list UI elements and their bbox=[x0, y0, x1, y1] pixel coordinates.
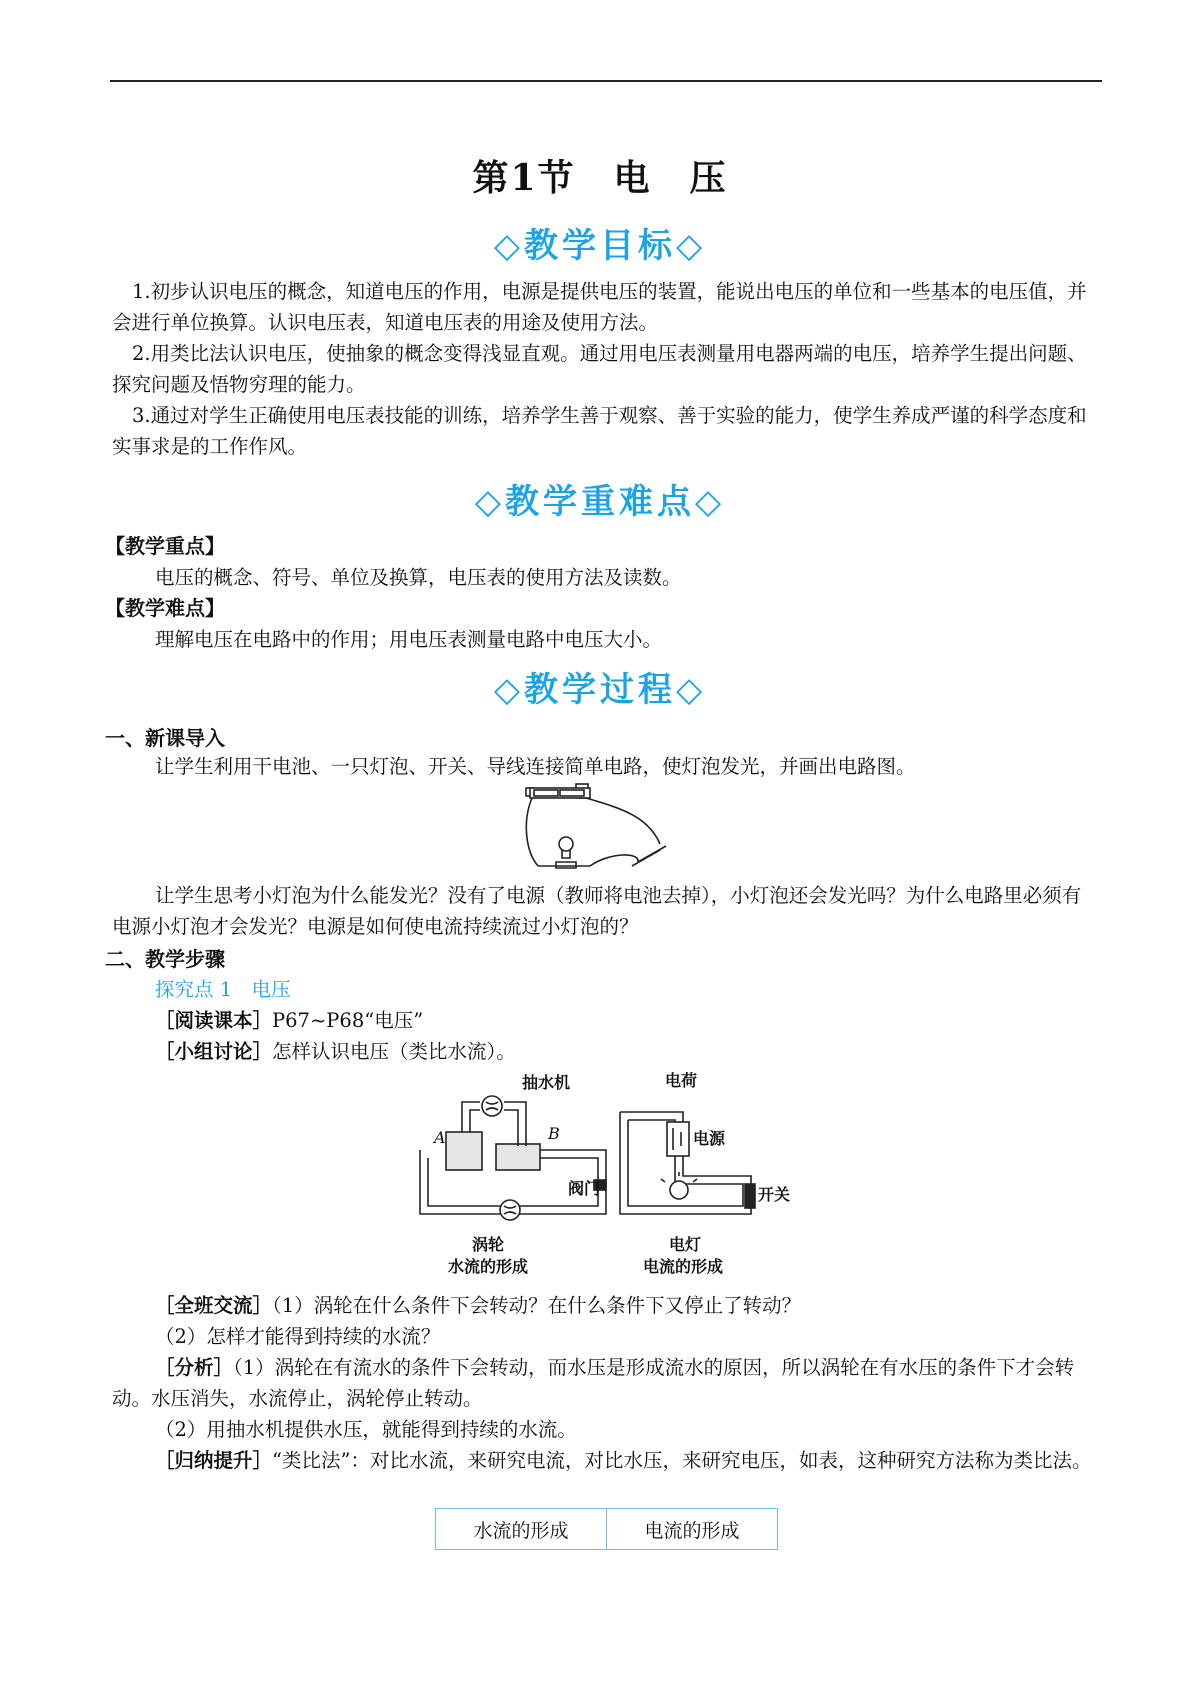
label-turbine: 涡轮 bbox=[472, 1235, 505, 1254]
difficulty-heading: 【教学难点】 bbox=[105, 596, 225, 620]
difficulty-text: 理解电压在电路中的作用；用电压表测量电路中电压大小。 bbox=[155, 628, 663, 651]
intro-paragraph-2: 让学生思考小灯泡为什么能发光？没有了电源（教师将电池去掉），小灯泡还会发光吗？为什么电路里必须有电源小灯泡才会发光？电源是如何使电流持续流过小灯泡的？ bbox=[112, 884, 1082, 938]
intro-paragraph-1: 让学生利用干电池、一只灯泡、开关、导线连接简单电路，使灯泡发光，并画出电路图。 bbox=[155, 755, 916, 778]
analysis-paragraph bbox=[112, 1352, 1098, 1414]
page-title: 第1节 电 压 bbox=[472, 157, 728, 199]
goal-1: 1.初步认识电压的概念，知道电压的作用，电源是提供电压的装置，能说出电压的单位和一些基本的电压值，并会进行单位换算。认识电压表，知道电压表的用途及使用方法。 bbox=[112, 280, 1087, 334]
label-pump: 抽水机 bbox=[522, 1073, 571, 1092]
label-container-a: A bbox=[434, 1128, 446, 1147]
steps-heading: 二、教学步骤 bbox=[105, 947, 225, 971]
group-discussion-line bbox=[155, 1036, 1098, 1067]
class-question-2: （2）怎样才能得到持续的水流？ bbox=[155, 1325, 441, 1348]
read-textbook-tag: ［阅读课本］ bbox=[155, 1009, 273, 1032]
section-heading-process: ◇教学过程◇ bbox=[493, 670, 707, 710]
current-flow-caption: 电流的形成 bbox=[643, 1257, 724, 1276]
current-flow-diagram bbox=[615, 1072, 795, 1282]
class-exchange-line bbox=[155, 1290, 1098, 1321]
read-textbook-text: P67~P68“电压” bbox=[272, 1009, 424, 1032]
group-discussion-tag: ［小组讨论］ bbox=[155, 1040, 273, 1063]
summary-text: “类比法”：对比水流，来研究电流，对比水压，来研究电压，如表，这种研究方法称为类比法。 bbox=[272, 1449, 1092, 1472]
section-heading-goals: ◇教学目标◇ bbox=[493, 226, 707, 266]
goal-3: 3.通过对学生正确使用电压表技能的训练，培养学生善于观察、善于实验的能力，使学生养成严谨的科学态度和实事求是的工作作风。 bbox=[112, 404, 1087, 458]
analysis-text-1: （1）涡轮在有流水的条件下会转动，而水压是形成流水的原因，所以涡轮在有水压的条件下才会转动。水压消失，水流停止，涡轮停止转动。 bbox=[112, 1356, 1075, 1410]
intro-heading: 一、新课导入 bbox=[105, 726, 225, 750]
water-flow-diagram bbox=[410, 1072, 620, 1282]
group-discussion-text: 怎样认识电压（类比水流）。 bbox=[272, 1040, 516, 1063]
label-switch: 开关 bbox=[758, 1185, 791, 1204]
top-rule bbox=[110, 80, 1102, 82]
label-power-source: 电源 bbox=[693, 1129, 726, 1148]
table-header-current: 电流的形成 bbox=[607, 1509, 778, 1550]
water-flow-drawing bbox=[410, 1072, 620, 1272]
read-textbook-line bbox=[155, 1005, 1098, 1036]
analysis-text-2: （2）用抽水机提供水压，就能得到持续的水流。 bbox=[155, 1418, 577, 1441]
table-row bbox=[436, 1509, 778, 1550]
class-exchange-tag: ［全班交流］ bbox=[155, 1294, 273, 1317]
current-flow-drawing bbox=[615, 1072, 795, 1272]
class-question-1: （1）涡轮在什么条件下会转动？在什么条件下又停止了转动？ bbox=[272, 1294, 802, 1317]
label-container-b: B bbox=[548, 1124, 560, 1143]
goal-2: 2.用类比法认识电压，使抽象的概念变得浅显直观。通过用电压表测量用电器两端的电压，培养学生提出问题、探究问题及悟物穷理的能力。 bbox=[112, 342, 1087, 396]
inquiry-point-1: 探究点 1 电压 bbox=[155, 978, 291, 1001]
label-valve: 阀门 bbox=[568, 1179, 601, 1198]
simple-circuit-illustration bbox=[520, 782, 670, 872]
section-heading-keypoints: ◇教学重难点◇ bbox=[474, 482, 726, 522]
summary-paragraph bbox=[112, 1445, 1098, 1476]
analysis-tag: ［分析］ bbox=[155, 1356, 234, 1379]
focus-text: 电压的概念、符号、单位及换算，电压表的使用方法及读数。 bbox=[155, 566, 682, 589]
table-header-water: 水流的形成 bbox=[436, 1509, 607, 1550]
label-lamp: 电灯 bbox=[669, 1235, 702, 1254]
focus-heading: 【教学重点】 bbox=[105, 534, 225, 558]
analogy-table bbox=[435, 1508, 778, 1550]
label-charge: 电荷 bbox=[665, 1071, 698, 1090]
summary-tag: ［归纳提升］ bbox=[155, 1449, 273, 1472]
water-flow-caption: 水流的形成 bbox=[448, 1257, 529, 1276]
